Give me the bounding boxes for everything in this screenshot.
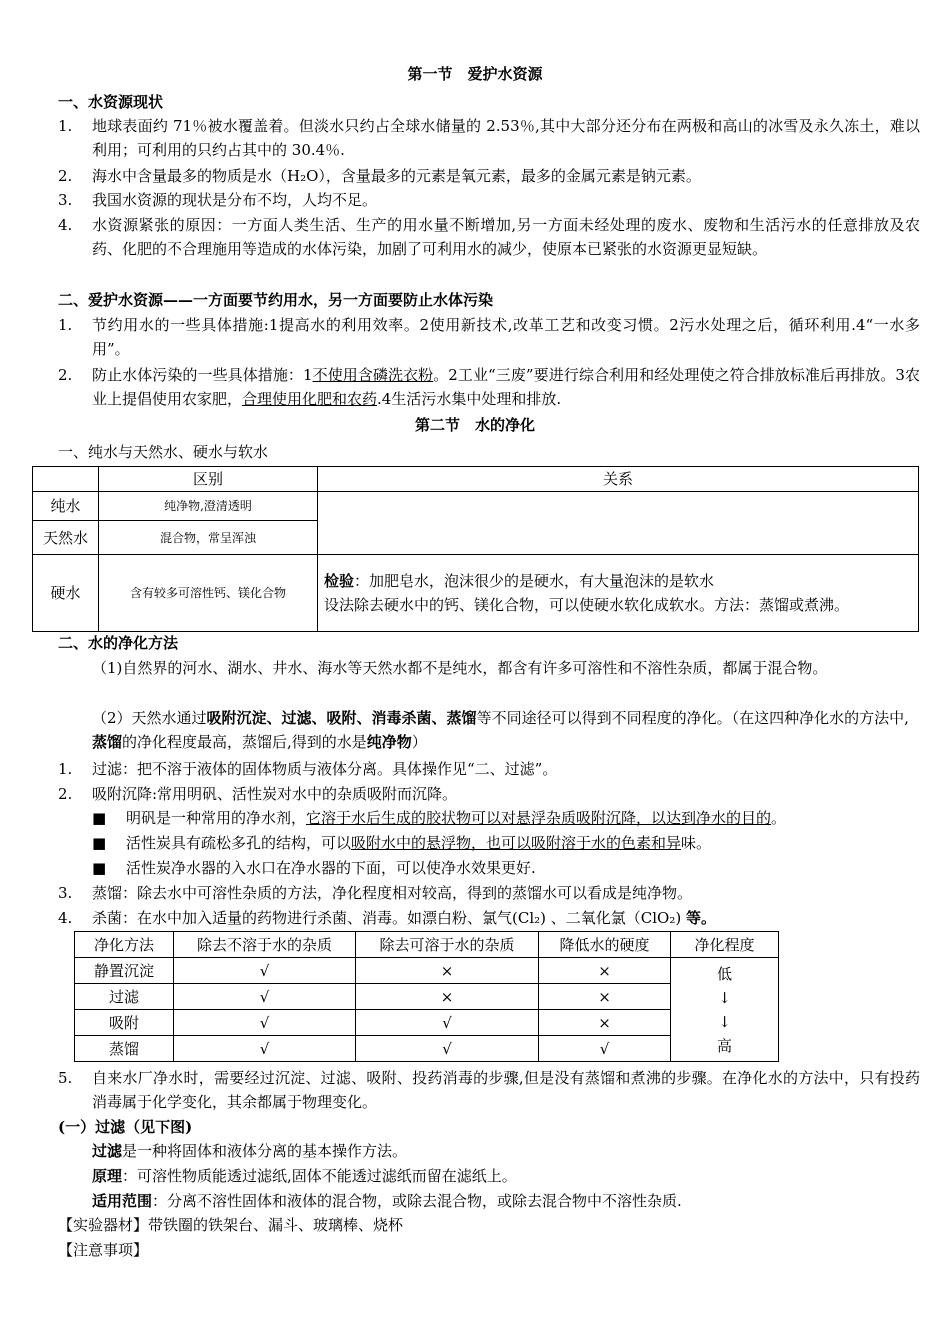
- s2-item-4: 4. 杀菌：在水中加入适量的药物进行杀菌、消毒。如漂白粉、氯气(Cl₂) 、二氧化氯（ClO₂) 等。: [58, 909, 716, 927]
- bullet-1: ■ 明矾是一种常用的净水剂，它溶于水后生成的胶状物可以对悬浮杂质吸附沉降，以达到净水的目的。: [92, 809, 787, 827]
- s2-item-2: 2. 吸附沉降:常用明矾、活性炭对水中的杂质吸附而沉降。: [58, 785, 458, 803]
- s1-item-1: 1. 地球表面约 71％被水覆盖着。但淡水只约占全球水储量的 2.53％,其中大部分还分布在两极和高山的冰雪及永久冻土，难以利用；可利用的只约占其中的 30.4％.: [58, 117, 920, 159]
- bullet-2: ■ 活性炭具有疏松多孔的结构，可以吸附水中的悬浮物，也可以吸附溶于水的色素和异味。: [92, 834, 712, 852]
- filter-def: 过滤是一种将固体和液体分离的基本操作方法。: [92, 1142, 408, 1160]
- filter-equipment: 【实验器材】带铁圈的铁架台、漏斗、玻璃棒、烧杯: [58, 1216, 404, 1234]
- section2-title: 第二节 水的净化: [414, 416, 535, 434]
- row-name: 硬水: [33, 555, 99, 632]
- th-diff: 区别: [99, 467, 318, 492]
- section1-title: 第一节 爱护水资源: [407, 65, 543, 83]
- th-rel: 关系: [318, 467, 919, 492]
- s1-item2-2: 2. 防止水体污染的一些具体措施：1不使用含磷洗衣粉。2工业“三废”要进行综合利用和经处理使之符合排放标准后再排放。3农业上提倡使用农家肥，合理使用化肥和农药.4生活污水集中处理和排放.: [58, 366, 920, 408]
- table-row: 蒸馏 √ √ √: [75, 1036, 779, 1062]
- row-diff: 纯净物,澄清透明: [99, 492, 318, 521]
- row-name: 纯水: [33, 492, 99, 521]
- filter-principle: 原理：可溶性物质能透过滤纸,固体不能透过滤纸而留在滤纸上。: [92, 1167, 517, 1185]
- s1-item-3: 3. 我国水资源的现状是分布不均，人均不足。: [58, 191, 378, 209]
- water-types-table: [32, 466, 919, 632]
- filter-scope: 适用范围：分离不溶性固体和液体的混合物，或除去混合物，或除去混合物中不溶性杂质.: [92, 1192, 682, 1210]
- degree-cell: 低 ↓ ↓ 高: [671, 958, 779, 1062]
- s2-item-3: 3. 蒸馏：除去水中可溶性杂质的方法，净化程度相对较高，得到的蒸馏水可以看成是纯净物。: [58, 884, 693, 902]
- s1-item-4: 4. 水资源紧张的原因：一方面人类生活、生产的用水量不断增加,另一方面未经处理的废水、废物和生活污水的任意排放及农药、化肥的不合理施用等造成的水体污染，加剧了可利用水的减少，使原本已紧张的水资源更显短缺。: [58, 216, 920, 258]
- s2-para-2: （2）天然水通过吸附沉淀、过滤、吸附、消毒杀菌、蒸馏等不同途径可以得到不同程度的净化。（在这四种净化水的方法中,蒸馏的净化程度最高，蒸馏后,得到的水是纯净物）: [92, 709, 909, 751]
- table-row: 吸附 √ √ ×: [75, 1010, 779, 1036]
- s2-item-1: 1. 过滤：把不溶于液体的固体物质与液体分离。具体操作见“二、过滤”。: [58, 760, 558, 778]
- bullet-3: ■ 活性炭净水器的入水口在净水器的下面，可以使净水效果更好.: [92, 859, 536, 877]
- s2-para-1: （1)自然界的河水、湖水、井水、海水等天然水都不是纯水，都含有许多可溶性和不溶性杂质，都属于混合物。: [92, 659, 828, 677]
- s2-heading-1: 一、纯水与天然水、硬水与软水: [58, 443, 269, 461]
- s1-item-2: 2. 海水中含量最多的物质是水（H₂O），含量最多的元素是氧元素，最多的金属元素是钠元素。: [58, 167, 701, 185]
- row-name: 天然水: [33, 521, 99, 555]
- s1-heading-1: 一、水资源现状: [58, 93, 164, 111]
- table-row: 静置沉淀 √ × × 低 ↓ ↓ 高: [75, 958, 779, 984]
- s2-heading-2: 二、水的净化方法: [58, 634, 179, 652]
- filter-notes: 【注意事项】: [58, 1241, 149, 1259]
- row-diff: 含有较多可溶性钙、镁化合物: [99, 555, 318, 632]
- relation-cell: 检验：加肥皂水，泡沫很少的是硬水，有大量泡沫的是软水 设法除去硬水中的钙、镁化合物，可以使硬水软化成软水。方法：蒸馏或煮沸。: [318, 555, 919, 632]
- s1-heading-2: 二、爱护水资源——一方面要节约用水，另一方面要防止水体污染: [58, 291, 494, 309]
- purification-table: 净化方法 除去不溶于水的杂质 除去可溶于水的杂质 降低水的硬度 净化程度 静置沉淀 √ × × 低 ↓ ↓ 高 过滤 √ × × 吸附 √ √ × 蒸馏 √ √ √: [74, 931, 779, 1062]
- filter-heading: (一）过滤（见下图): [58, 1118, 193, 1136]
- row-diff: 混合物，常呈浑浊: [99, 521, 318, 555]
- s1-item2-1: 1. 节约用水的一些具体措施:1提高水的利用效率。2使用新技术,改革工艺和改变习惯。2污水处理之后，循环利用.4“一水多用”。: [58, 316, 920, 358]
- s2-item-5: 5. 自来水厂净水时，需要经过沉淀、过滤、吸附、投药消毒的步骤,但是没有蒸馏和煮沸的步骤。在净化水的方法中，只有投药消毒属于化学变化，其余都属于物理变化。: [58, 1069, 920, 1111]
- table-row: 过滤 √ × ×: [75, 984, 779, 1010]
